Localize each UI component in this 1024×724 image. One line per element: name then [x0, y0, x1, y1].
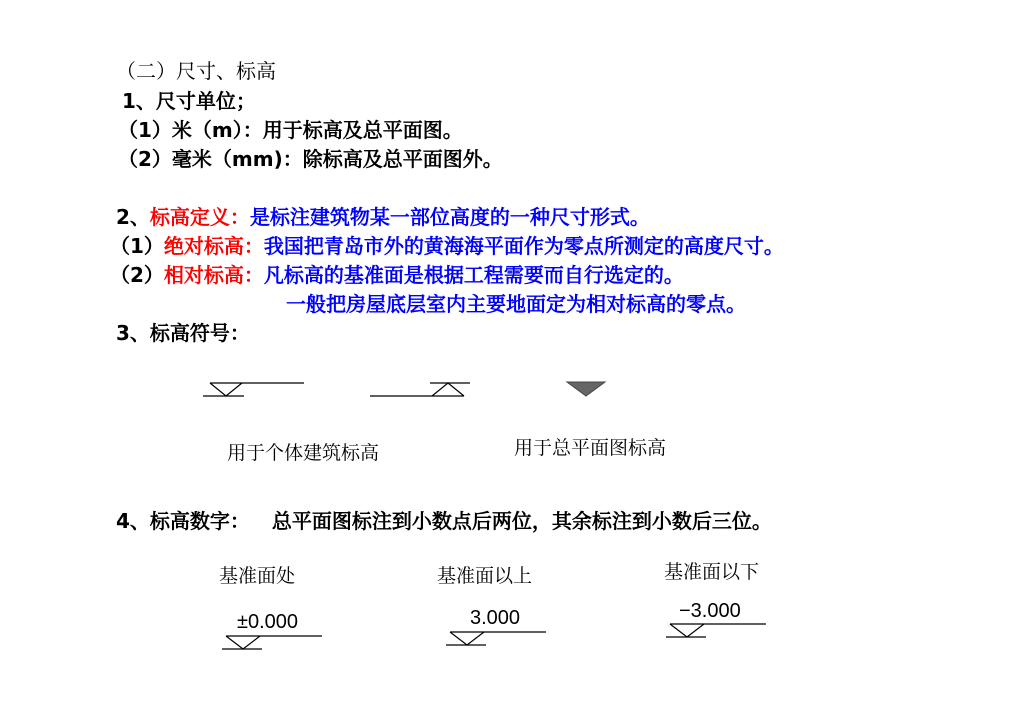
symbols-title: 3、标高符号：	[116, 321, 250, 345]
units-item-millimeter: （2）毫米（mm)：除标高及总平面图外。	[118, 147, 503, 171]
relative-label: 相对标高：	[163, 263, 264, 287]
caption-building-elevation: 用于个体建筑标高	[227, 442, 380, 464]
zero-elevation-symbol	[222, 636, 322, 649]
caption-site-plan-elevation: 用于总平面图标高	[514, 437, 667, 459]
absolute-number: （1）	[110, 234, 164, 258]
definition-text: 是标注建筑物某一部位高度的一种尺寸形式。	[249, 205, 650, 229]
relative-text-1: 凡标高的基准面是根据工程需要而自行选定的。	[263, 263, 684, 287]
definition-label: 标高定义：	[149, 205, 250, 229]
example-zero-label: 基准面处	[219, 565, 296, 587]
example-below-value: −3.000	[679, 600, 741, 622]
example-above-value: 3.000	[470, 607, 521, 629]
numbers-title: 4、标高数字：	[116, 509, 250, 533]
section-heading: （二）尺寸、标高	[116, 59, 276, 83]
below-elevation-symbol	[666, 624, 766, 637]
relative-text-2: 一般把房屋底层室内主要地面定为相对标高的零点。	[286, 292, 746, 316]
numbers-rule: 总平面图标注到小数点后两位，其余标注到小数后三位。	[271, 509, 772, 533]
definition-number: 2、	[116, 205, 150, 229]
absolute-label: 绝对标高：	[163, 234, 264, 258]
units-title: 1、尺寸单位；	[122, 89, 256, 113]
example-below-label: 基准面以下	[664, 561, 760, 583]
above-elevation-symbol	[446, 632, 546, 645]
absolute-text: 我国把青岛市外的黄海海平面作为零点所测定的高度尺寸。	[263, 234, 784, 258]
example-above-label: 基准面以上	[437, 565, 533, 587]
relative-number: （2）	[110, 263, 164, 287]
example-zero-value: ±0.000	[237, 611, 299, 633]
units-item-meter: （1）米（m）：用于标高及总平面图。	[118, 118, 463, 142]
